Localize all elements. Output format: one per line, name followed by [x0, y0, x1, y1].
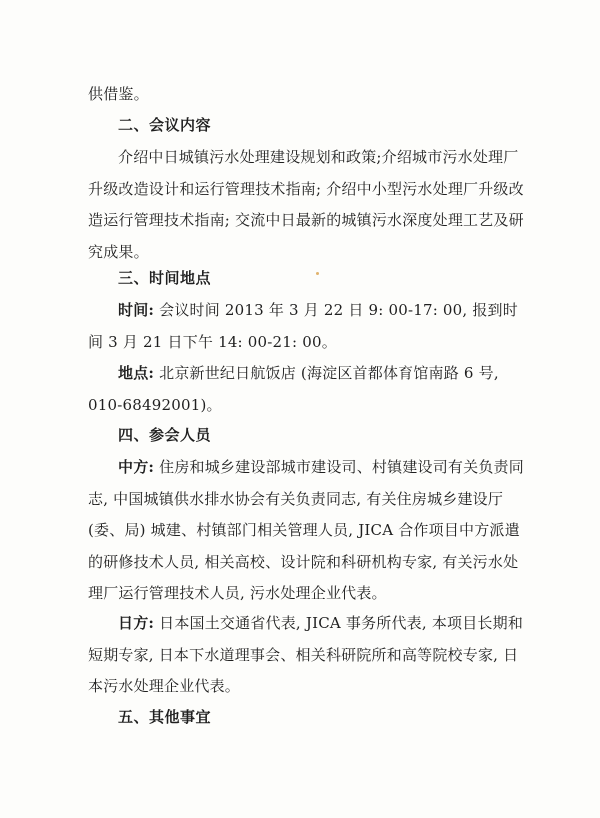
location-label: 地点 [118, 364, 149, 382]
meeting-content-paragraph [88, 142, 528, 268]
time-paragraph [88, 295, 528, 358]
section-heading-meeting-content: 二、会议内容 [118, 116, 212, 134]
chinese-attendees-paragraph [88, 452, 528, 610]
section-heading-attendees: 四、参会人员 [118, 426, 212, 444]
time-label: 时间 [118, 301, 149, 319]
scan-artifact-dot [316, 272, 319, 275]
time-label-sep: : [148, 301, 155, 319]
carryover-text: 供借鉴。 [88, 85, 149, 103]
chinese-side-label: 中方 [118, 458, 149, 476]
section-heading-time-location: 三、时间地点 [118, 269, 212, 287]
japanese-side-label: 日方 [118, 614, 149, 632]
section-heading-other-matters: 五、其他事宜 [118, 708, 212, 726]
location-paragraph [88, 358, 528, 421]
chinese-attendees-text: 住房和城乡建设部城市建设司、村镇建设司有关负责同志, 中国城镇供水排水协会有关负责同志, 有关住房城乡建设厅 (委、局) 城建、村镇部门相关管理人员, JICA 合作项目中方派遣的研修技术人员, 相关高校、设计院和科研机构专家, 有关污水处理厂运行管理技术人员, 污水处理企业代表。 [88, 458, 524, 602]
carryover-paragraph [88, 79, 528, 111]
japanese-side-label-sep: : [148, 614, 155, 632]
japanese-attendees-text: 日本国土交通省代表, JICA 事务所代表, 本项目长期和短期专家, 日本下水道理事会、相关科研院所和高等院校专家, 日本污水处理企业代表。 [88, 614, 524, 695]
location-text: 北京新世纪日航饭店 (海淀区首都体育馆南路 6 号, 010-68492001)。 [88, 364, 499, 414]
location-label-sep: : [148, 364, 155, 382]
chinese-side-label-sep: : [148, 458, 155, 476]
time-text: 会议时间 2013 年 3 月 22 日 9: 00-17: 00, 报到时间 3 月 21 日下午 14: 00-21: 00。 [88, 301, 518, 351]
meeting-content-text: 介绍中日城镇污水处理建设规划和政策;介绍城市污水处理厂升级改造设计和运行管理技术指南; 介绍中小型污水处理厂升级改造运行管理技术指南; 交流中日最新的城镇污水深度处理工艺及研究成果。 [88, 148, 524, 261]
japanese-attendees-paragraph [88, 608, 528, 703]
